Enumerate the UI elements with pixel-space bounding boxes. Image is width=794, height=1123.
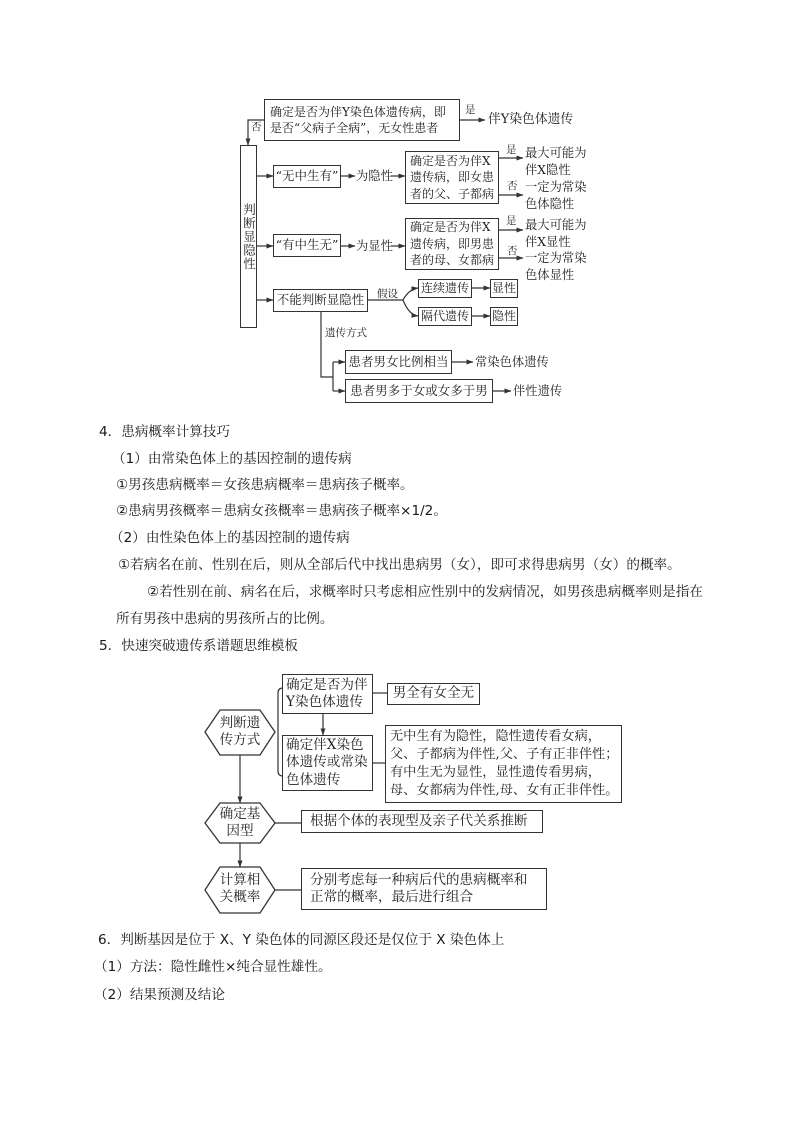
y-linked-check-box xyxy=(264,99,460,141)
x-recessive-result xyxy=(525,145,587,178)
arrow-to-continuous xyxy=(403,288,418,300)
recessive-box xyxy=(490,307,518,326)
section4-sub1-line: ①男孩患病概率＝女孩患病概率＝患病孩子概率。 xyxy=(116,477,414,493)
dominant-pattern-box xyxy=(273,234,341,257)
result-line: 一定为常染 xyxy=(525,180,587,194)
box-line: 正常的概率，最后进行组合 xyxy=(310,889,474,905)
continuous-inheritance-label: 连续遗传 xyxy=(420,281,469,296)
autosomal-dominant-result xyxy=(525,250,587,283)
result-line: 伴X显性 xyxy=(525,234,571,249)
box-line: 体遗传或常染 xyxy=(286,754,368,771)
section4-heading: 4．患病概率计算技巧 xyxy=(99,424,230,440)
x-check-line: 遗传病，即女患 xyxy=(410,170,495,185)
x-check-line: 遗传病，即男患 xyxy=(410,236,495,251)
result-line: 伴X隐性 xyxy=(525,162,571,177)
y-linked-check-box-2 xyxy=(282,674,373,714)
yes-label: 是 xyxy=(506,215,517,227)
box-line: 确定伴X染色 xyxy=(286,736,364,753)
section6-line: （2）结果预测及结论 xyxy=(94,987,225,1003)
hex-line: 关概率 xyxy=(219,889,261,905)
hex-line: 因型 xyxy=(226,823,254,839)
yes-label: 是 xyxy=(506,144,517,156)
x-check-line: 确定是否为伴X xyxy=(410,153,491,168)
result-line: 色体隐性 xyxy=(525,196,575,211)
line-unknown-to-mode xyxy=(321,312,333,377)
x-dominant-result xyxy=(525,217,587,250)
section4-sub2-line: 所有男孩中患病的男孩所占的比例。 xyxy=(116,611,334,627)
dominant-pattern-label: “有中生无” xyxy=(275,237,339,253)
yes-label: 是 xyxy=(465,104,476,116)
judge-dominance-box xyxy=(240,145,257,328)
section6-line: （1）方法：隐性雌性×纯合显性雄性。 xyxy=(94,959,332,975)
dominant-label: 显性 xyxy=(491,281,516,296)
box-line: 色体遗传 xyxy=(286,771,341,788)
judge-dominance-label: 判断显隐性 xyxy=(241,202,257,271)
section4-sub2-line: ②若性别在前、病名在后，求概率时只考虑相应性别中的发病情况，如男孩患病概率则是指在 xyxy=(147,584,703,600)
equal-ratio-label: 患者男女比例相当 xyxy=(348,353,449,369)
recessive-pattern-label: “无中生有” xyxy=(275,168,339,184)
skip-generation-box xyxy=(418,307,472,326)
hex-line: 传方式 xyxy=(219,732,261,748)
genotype-method-box xyxy=(301,810,543,833)
section6-heading: 6．判断基因是位于 X、Y 染色体的同源区段还是仅位于 X 染色体上 xyxy=(98,932,505,948)
dominant-result-label: 为显性 xyxy=(356,239,393,253)
rule-line: 有中生无为显性，显性遗传看男病， xyxy=(390,765,601,780)
no-label: 否 xyxy=(507,245,518,257)
rule-line: 母、女都病为伴性,母、女有正非伴性。 xyxy=(390,783,619,798)
rule-line: 无中生有为隐性，隐性遗传看女病， xyxy=(390,729,601,744)
continuous-inheritance-box xyxy=(418,279,472,298)
rule-line: 父、子都病为伴性,父、子有正非伴性； xyxy=(390,747,619,762)
hex-line: 判断遗 xyxy=(219,715,261,731)
y-linked-result-box xyxy=(387,683,480,705)
recessive-result-label: 为隐性 xyxy=(356,169,393,183)
result-line: 色体显性 xyxy=(525,267,575,282)
box-line: 确定是否为伴 xyxy=(286,676,368,693)
unequal-ratio-label: 患者男多于女或女多于男 xyxy=(350,382,488,398)
arrow-to-skip xyxy=(403,300,418,316)
assume-label: 假设 xyxy=(377,288,398,300)
genotype-method-label: 根据个体的表现型及亲子代关系推断 xyxy=(310,812,528,829)
probability-method-box xyxy=(301,868,547,910)
hexagon-determine-genotype-label xyxy=(205,806,275,840)
no-label: 否 xyxy=(251,121,262,133)
hexagon-calc-probability-label xyxy=(205,872,275,906)
result-line: 一定为常染 xyxy=(525,251,587,265)
undetermined-label: 不能判断显隐性 xyxy=(276,292,365,308)
result-line: 最大可能为 xyxy=(525,146,587,160)
autosomal-recessive-result xyxy=(525,179,587,212)
x-linked-check-box-2 xyxy=(405,218,499,270)
section4-sub1-line: ②患病男孩概率＝患病女孩概率＝患病孩子概率×1/2。 xyxy=(116,503,447,519)
hex-line: 确定基 xyxy=(219,806,261,822)
sex-linked-result: 伴性遗传 xyxy=(513,384,563,398)
x-check-line: 者的母、女都病 xyxy=(410,253,495,268)
recessive-pattern-box xyxy=(273,165,341,188)
y-linked-result-label: 男全有女全无 xyxy=(392,685,475,702)
section5-heading: 5．快速突破遗传系谱题思维模板 xyxy=(99,638,298,654)
box-line: 分别考虑每一种病后代的患病概率和 xyxy=(310,871,528,888)
y-linked-check-line: 确定是否为伴Y染色体遗传病，即 xyxy=(270,104,446,119)
result-line: 最大可能为 xyxy=(525,218,587,232)
rules-box xyxy=(385,725,622,803)
autosomal-result: 常染色体遗传 xyxy=(475,355,549,369)
section4-sub2-title: （2）由性染色体上的基因控制的遗传病 xyxy=(110,530,350,546)
skip-generation-label: 隔代遗传 xyxy=(420,309,469,324)
x-check-line: 者的父、子都病 xyxy=(410,186,495,201)
hex-line: 计算相 xyxy=(219,872,261,888)
equal-ratio-box xyxy=(345,350,452,374)
hexagon-judge-mode-label xyxy=(205,715,275,749)
no-label: 否 xyxy=(507,180,518,192)
recessive-label: 隐性 xyxy=(491,309,516,324)
unequal-ratio-box xyxy=(345,379,493,403)
section4-sub1-title: （1）由常染色体上的基因控制的遗传病 xyxy=(112,451,352,467)
box-line: Y染色体遗传 xyxy=(286,694,363,710)
x-linked-check-box-1 xyxy=(405,151,499,204)
x-or-autosomal-box xyxy=(282,735,373,791)
y-linked-check-line: 是否“父病子全病”，无女性患者 xyxy=(270,121,439,135)
x-check-line: 确定是否为伴X xyxy=(410,220,491,235)
undetermined-box xyxy=(273,289,368,312)
section4-sub2-line: ①若病名在前、性别在后，则从全部后代中找出患病男（女），即可求得患病男（女）的概率。 xyxy=(118,557,681,573)
inheritance-mode-label: 遗传方式 xyxy=(325,327,367,339)
y-linked-result: 伴Y染色体遗传 xyxy=(488,112,574,127)
dominant-box xyxy=(490,279,518,298)
